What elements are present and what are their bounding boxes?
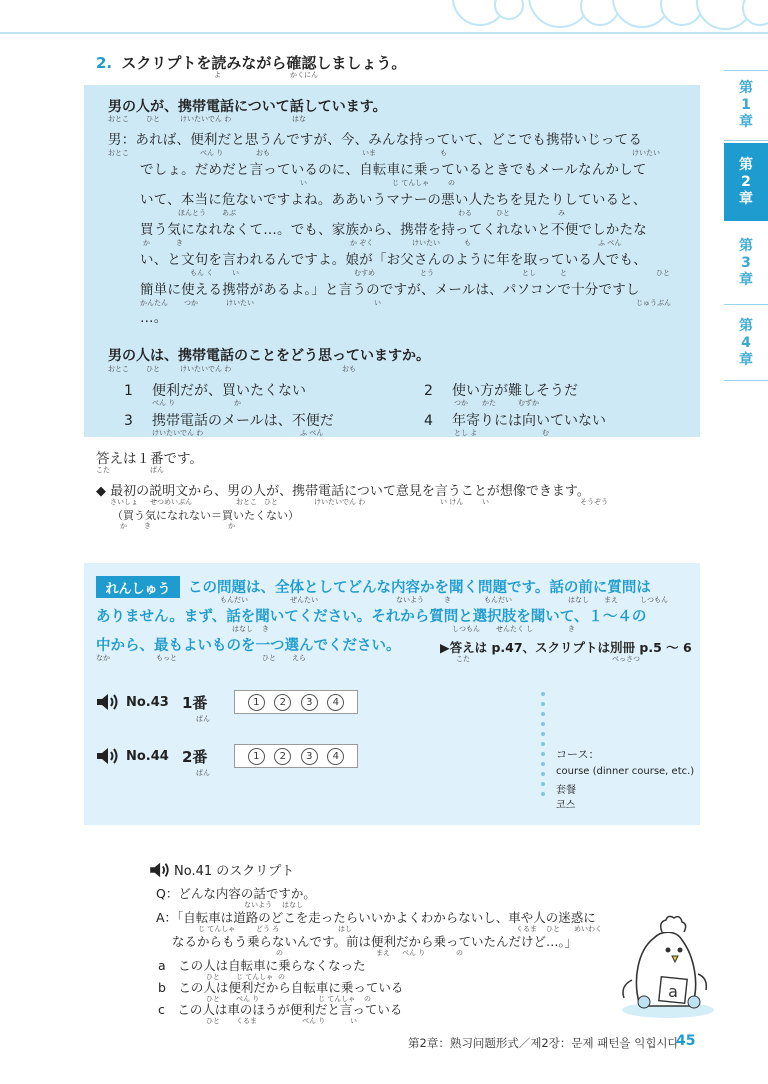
answer-reference: ▶答えは p.47、スクリプトは別冊 p.5 ～ 6 <box>440 640 692 655</box>
option-4[interactable] <box>424 410 606 430</box>
furigana: ひと <box>546 925 560 933</box>
vocab-note-english: course (dinner course, etc.) <box>556 766 695 777</box>
furigana: の <box>364 995 371 1003</box>
furigana: と <box>560 269 567 277</box>
furigana: けいたいでん わ <box>314 498 366 506</box>
bullet-icon: ◆ <box>96 484 111 499</box>
furigana: もん く <box>190 269 214 277</box>
dotted-divider <box>541 692 545 802</box>
furigana: いま <box>362 149 376 157</box>
furigana: ばん <box>196 715 210 723</box>
furigana: ひと <box>264 498 278 506</box>
furigana: けいたい <box>226 299 254 307</box>
furigana: めいわく <box>574 925 602 933</box>
furigana: こた <box>456 655 470 663</box>
furigana: べん り <box>302 1017 326 1025</box>
vocab-note-title: コース： <box>556 748 600 761</box>
section-heading <box>96 52 406 73</box>
script-line: い、と文句を言われるんですよ。娘が「お父さんのように年を取っている人でも、 <box>140 252 647 268</box>
furigana: けいたい <box>632 149 660 157</box>
furigana: も <box>440 149 447 157</box>
page-number: 45 <box>676 1033 696 1049</box>
page-footer: 第2章：熟习问题形式／제2장：문제 패턴을 익힙시다 <box>408 1036 679 1050</box>
furigana: き <box>262 625 269 633</box>
furigana: む <box>542 429 549 437</box>
script-line: …。 <box>140 310 168 326</box>
tab-label: 1 <box>741 96 751 113</box>
tab-label: 4 <box>741 334 751 351</box>
explanation-note: （買う気になれない＝買いたくない） <box>112 509 299 522</box>
furigana: つか <box>454 399 468 407</box>
furigana: ひと <box>146 365 160 373</box>
furigana: じ てんしゃ <box>198 925 236 933</box>
furigana: き <box>144 522 151 530</box>
answer-choices <box>234 744 358 768</box>
furigana: くるま <box>516 925 537 933</box>
furigana: おとこ <box>108 365 129 373</box>
item-number: 2番 <box>182 747 208 766</box>
tab-chapter-4[interactable] <box>724 310 768 376</box>
tab-label: 第 <box>739 317 753 334</box>
script41-heading <box>148 860 294 879</box>
option-number: 1 <box>124 383 133 399</box>
script41-line: A：「自転車は道路のどこを走ったらいいかよくわからないし、車や人の迷惑に <box>156 910 596 925</box>
furigana: むずか <box>518 399 539 407</box>
furigana: えら <box>292 654 306 662</box>
furigana: ひと <box>206 973 220 981</box>
furigana: ひと <box>262 654 276 662</box>
section-number: 2. <box>96 54 113 72</box>
mascot-card-letter: a <box>668 982 678 1001</box>
choice-1[interactable]: 1 <box>248 694 265 711</box>
option-number: 3 <box>124 413 133 429</box>
tab-label: 第 <box>739 156 753 173</box>
script41-option-c: c この人は車のほうが便利だと言っている <box>158 1002 403 1017</box>
chicken-mascot-illustration <box>610 910 720 1020</box>
furigana: はなし <box>232 625 253 633</box>
script41-option-b: b この人は便利だから自転車に乗っている <box>158 980 404 995</box>
furigana: べん り <box>402 949 426 957</box>
furigana: べん り <box>152 399 176 407</box>
furigana: ばん <box>196 769 210 777</box>
audio-number: No.43 <box>126 694 169 710</box>
furigana: さいしょ <box>110 498 138 506</box>
section-heading-text: スクリプトを読みながら確認しましょう。 <box>121 54 407 72</box>
furigana: はなし <box>568 596 589 604</box>
item-number: 1番 <box>182 693 208 712</box>
option-text: 携帯電話のメールは、不便だ <box>152 413 334 429</box>
furigana: どう ろ <box>256 925 280 933</box>
choice-2[interactable]: 2 <box>274 748 291 765</box>
question-text: 男の人は、携帯電話のことをどう思っていますか。 <box>108 348 430 364</box>
furigana: おとこ <box>108 115 129 123</box>
furigana: こた <box>96 466 110 474</box>
furigana: ふ べん <box>300 429 324 437</box>
furigana: ぜんたい <box>290 596 318 604</box>
furigana: べっさつ <box>612 655 640 663</box>
choice-3[interactable]: 3 <box>301 748 318 765</box>
speaker-icon[interactable] <box>96 746 122 766</box>
script-line: でしょ。だめだと言っているのに、自転車に乗っているときでもメールなんかして <box>140 162 647 178</box>
furigana: まえ <box>604 596 618 604</box>
practice-item-44 <box>96 743 358 769</box>
script-line: 男：あれば、便利だと思うんですが、今、みんな持っていて、どこでも携帯いじってる <box>108 132 643 148</box>
furigana: とう <box>420 269 434 277</box>
furigana: もんだい <box>484 596 512 604</box>
furigana: ひと <box>656 269 670 277</box>
tab-chapter-2[interactable] <box>724 143 768 221</box>
practice-badge: れんしゅう <box>96 576 180 598</box>
furigana: しつもん <box>640 596 668 604</box>
furigana: か <box>228 522 235 530</box>
speaker-icon[interactable] <box>96 692 122 712</box>
option-3[interactable] <box>124 410 334 430</box>
tab-label: 章 <box>739 113 753 130</box>
furigana: じゅうぶん <box>636 299 671 307</box>
furigana: い <box>350 1017 357 1025</box>
furigana: とし よ <box>454 429 478 437</box>
furigana: かた <box>482 399 496 407</box>
furigana: じ てんしゃ <box>236 973 274 981</box>
furigana: よ <box>214 71 221 79</box>
option-2[interactable] <box>424 380 578 400</box>
answer-choices <box>234 690 358 714</box>
option-text: 使い方が難しそうだ <box>452 383 578 399</box>
furigana: まえ <box>376 949 390 957</box>
furigana: い <box>374 299 381 307</box>
choice-4[interactable]: 4 <box>327 694 344 711</box>
furigana: か <box>120 522 127 530</box>
furigana: き <box>568 625 575 633</box>
tab-label: 第 <box>739 79 753 96</box>
furigana: の <box>278 973 285 981</box>
practice-item-43 <box>96 689 358 715</box>
choice-4[interactable]: 4 <box>327 748 344 765</box>
furigana: はな <box>292 115 306 123</box>
vocab-note-chinese: 套餐 <box>556 785 576 796</box>
furigana: むすめ <box>354 269 375 277</box>
furigana: の <box>448 179 455 187</box>
furigana: くるま <box>236 1017 257 1025</box>
furigana: せんたく し <box>496 625 534 633</box>
furigana: ばん <box>150 466 164 474</box>
script-line: 買う気になれなくて…。でも、家族から、携帯を持ってくれないと不便でしかたな <box>140 222 647 238</box>
furigana: べん り <box>236 995 260 1003</box>
furigana: き <box>176 239 183 247</box>
script41-title: No.41 のスクリプト <box>174 864 295 879</box>
tab-separator <box>724 304 768 305</box>
furigana: そうぞう <box>580 498 608 506</box>
audio-number: No.44 <box>126 748 169 764</box>
furigana: の <box>456 949 463 957</box>
practice-line: この問題は、全体としてどんな内容かを聞く問題です。話の前に質問は <box>188 580 651 596</box>
furigana: ひと <box>496 209 510 217</box>
option-number: 2 <box>424 383 433 399</box>
choice-3[interactable]: 3 <box>301 694 318 711</box>
tab-label: 2 <box>741 173 751 190</box>
option-1[interactable] <box>124 380 306 400</box>
furigana: もっと <box>156 654 177 662</box>
furigana: おも <box>342 365 356 373</box>
furigana: の <box>276 949 283 957</box>
furigana: せつめいぶん <box>150 498 192 506</box>
furigana: か ぞく <box>350 239 374 247</box>
furigana: ないよう <box>244 901 272 909</box>
tab-separator <box>724 140 768 141</box>
furigana: しつもん <box>452 625 480 633</box>
furigana: おとこ <box>236 498 257 506</box>
furigana: おも <box>256 149 270 157</box>
furigana: い <box>482 498 489 506</box>
furigana: ふ べん <box>598 239 622 247</box>
furigana: おとこ <box>108 149 129 157</box>
script41-option-a: a この人は自転車に乗らなくなった <box>158 958 366 973</box>
explanation-body: 最初の説明文から、男の人が、携帯電話について意見を言うことが想像できます。 <box>110 484 590 499</box>
vocab-note-korean: 코스 <box>556 800 576 811</box>
script-line: いて、本当に危ないですよね。ああいうマナーの悪い人たちを見たりしていると、 <box>140 192 647 208</box>
furigana: い けん <box>440 498 464 506</box>
furigana: ひと <box>146 115 160 123</box>
script41-line: Q：どんな内容の話ですか。 <box>156 886 316 901</box>
furigana: か <box>234 399 241 407</box>
choice-1[interactable]: 1 <box>248 748 265 765</box>
furigana: なか <box>96 654 110 662</box>
furigana: けいたいでん わ <box>180 365 232 373</box>
tab-label: 第 <box>739 237 753 254</box>
furigana: けいたい <box>412 239 440 247</box>
tab-separator <box>724 380 768 381</box>
option-text: 便利だが、買いたくない <box>152 383 306 399</box>
furigana: み <box>558 209 565 217</box>
furigana: ひと <box>206 995 220 1003</box>
choice-2[interactable]: 2 <box>274 694 291 711</box>
tab-chapter-1[interactable] <box>724 72 768 138</box>
furigana: かんたん <box>140 299 168 307</box>
furigana: い <box>232 269 239 277</box>
furigana: はなし <box>282 901 303 909</box>
furigana: も <box>464 239 471 247</box>
furigana: じ てんしゃ <box>392 179 430 187</box>
furigana: ないよう <box>396 596 424 604</box>
furigana: き <box>444 596 451 604</box>
script41-line: なるからもう乗らないんです。前は便利だから乗っていたんだけど…。」 <box>172 934 578 949</box>
furigana: い <box>300 179 307 187</box>
option-text: 年寄りには向いていない <box>452 413 606 429</box>
option-number: 4 <box>424 413 433 429</box>
top-decoration <box>0 0 768 36</box>
tab-label: 章 <box>739 271 753 288</box>
tab-chapter-3[interactable] <box>724 230 768 296</box>
furigana: つか <box>184 299 198 307</box>
practice-line: 中から、最もよいものを一つ選んでください。 <box>96 638 401 654</box>
answer-text: 答えは１番です。 <box>96 451 203 467</box>
tab-label: 章 <box>739 190 753 207</box>
furigana: じ てんしゃ <box>318 995 356 1003</box>
furigana: けいたいでん わ <box>180 115 232 123</box>
tab-rule <box>724 70 768 71</box>
furigana: けいたいでん わ <box>152 429 204 437</box>
furigana: あぶ <box>222 209 236 217</box>
furigana: とし <box>522 269 536 277</box>
furigana: ひと <box>206 1017 220 1025</box>
furigana: はし <box>338 925 352 933</box>
tab-label: 3 <box>741 254 751 271</box>
furigana: わる <box>458 209 472 217</box>
practice-line: ありません。まず、話を聞いてください。それから質問と選択肢を聞いて、１～４の <box>96 609 647 625</box>
furigana: か <box>143 239 150 247</box>
furigana: もんだい <box>220 596 248 604</box>
tab-label: 章 <box>739 351 753 368</box>
furigana: べん り <box>200 149 224 157</box>
script-box-title: 男の人が、携帯電話について話しています。 <box>108 99 387 115</box>
furigana: ほんとう <box>178 209 206 217</box>
speaker-icon[interactable] <box>148 861 174 879</box>
script-line: 簡単に使える携帯があるよ。」と言うのですが、メールは、パソコンで十分ですし <box>140 282 640 298</box>
furigana: かくにん <box>290 71 318 79</box>
